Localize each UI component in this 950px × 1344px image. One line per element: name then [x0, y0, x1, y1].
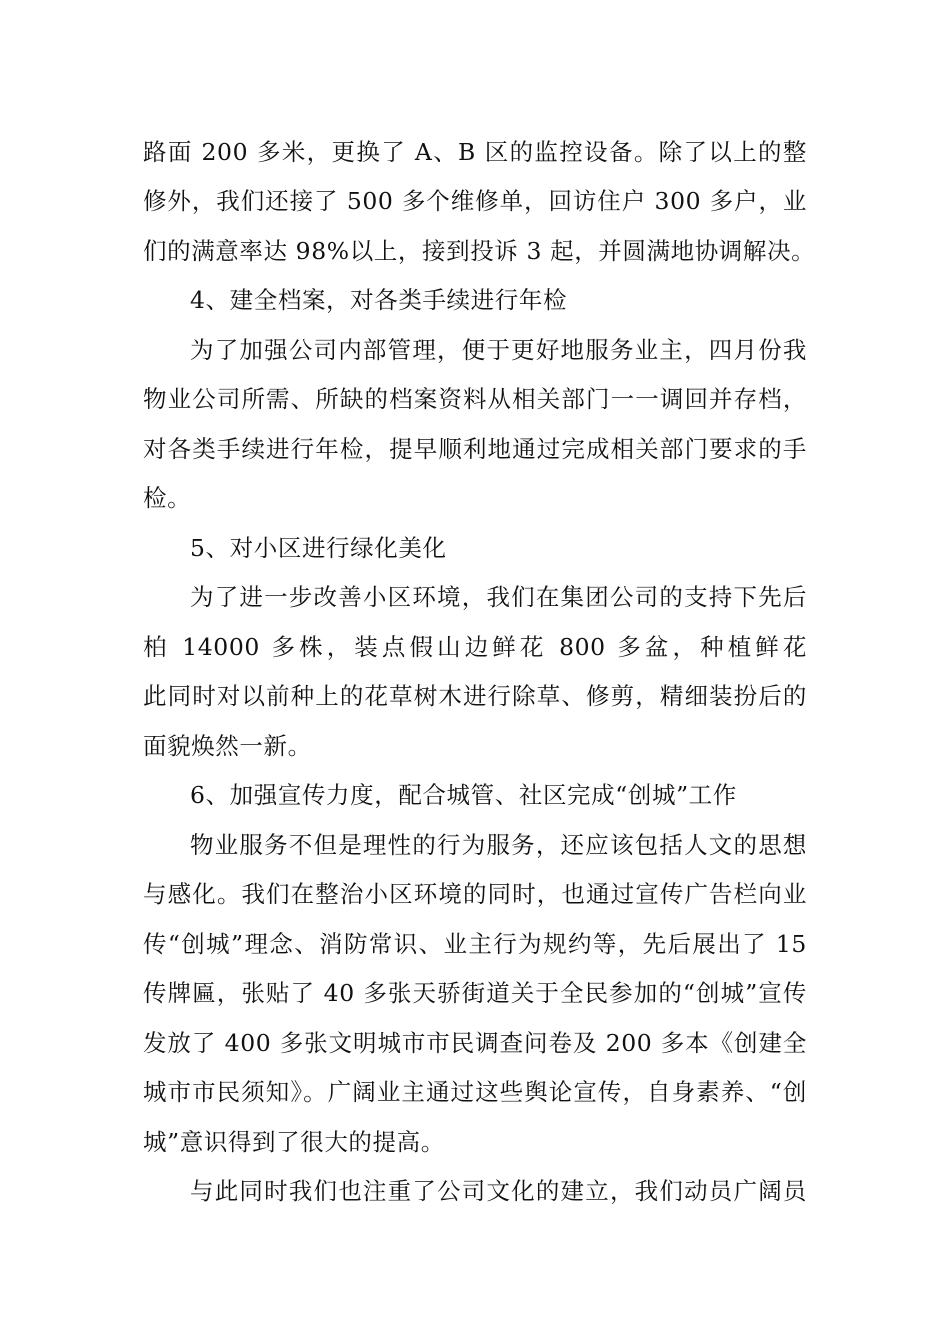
- body-text-line: 们的满意率达 98%以上，接到投诉 3 起，并圆满地协调解决。: [143, 237, 816, 265]
- body-text-line: 物业公司所需、所缺的档案资料从相关部门一一调回并存档，: [143, 385, 807, 413]
- body-text-line: 检。: [143, 484, 192, 512]
- body-text-line: 对各类手续进行年检，提早顺利地通过完成相关部门要求的手: [143, 435, 807, 463]
- body-text-line: 城”意识得到了很大的提高。: [143, 1128, 445, 1156]
- body-text-line: 为了进一步改善小区环境，我们在集团公司的支持下先后: [190, 583, 807, 611]
- body-text-line: 柏 14000 多株，装点假山边鲜花 800 多盆，种植鲜花: [143, 633, 807, 661]
- body-text-line: 传“创城”理念、消防常识、业主行为规约等，先后展出了 15: [143, 930, 807, 958]
- body-text-line: 修外，我们还接了 500 多个维修单，回访住户 300 多户，业: [143, 187, 807, 215]
- body-text-line: 与感化。我们在整治小区环境的同时，也通过宣传广告栏向业: [143, 880, 807, 908]
- section-heading-6: 6、加强宣传力度，配合城管、社区完成“创城”工作: [190, 781, 737, 809]
- body-text-line: 路面 200 多米，更换了 A、B 区的监控设备。除了以上的整: [143, 138, 807, 166]
- body-text-line: 物业服务不但是理性的行为服务，还应该包括人文的思想: [190, 831, 807, 859]
- body-text-line: 此同时对以前种上的花草树木进行除草、修剪，精细装扮后的: [143, 682, 807, 710]
- section-heading-5: 5、对小区进行绿化美化: [190, 534, 447, 562]
- section-heading-4: 4、建全档案，对各类手续进行年检: [190, 286, 568, 314]
- body-text-line: 为了加强公司内部管理，便于更好地服务业主，四月份我: [190, 336, 807, 364]
- body-text-line: 发放了 400 多张文明城市市民调查问卷及 200 多本《创建全: [143, 1029, 807, 1057]
- body-text-line: 与此同时我们也注重了公司文化的建立，我们动员广阔员: [190, 1177, 807, 1205]
- body-text-line: 传牌匾，张贴了 40 多张天骄街道关于全民参加的“创城”宣传: [143, 979, 807, 1007]
- body-text-line: 城市市民须知》。广阔业主通过这些舆论宣传，自身素养、“创: [143, 1078, 807, 1106]
- body-text-line: 面貌焕然一新。: [143, 732, 312, 760]
